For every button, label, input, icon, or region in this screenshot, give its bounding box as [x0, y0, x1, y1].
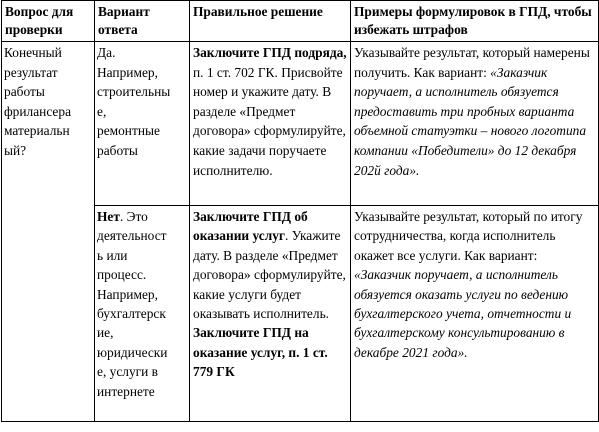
answer-no-cell: [95, 206, 190, 422]
answer-line: е,: [97, 103, 107, 119]
answer-line: . Это: [119, 209, 148, 224]
example-yes-cell: [351, 42, 599, 206]
answer-line: Например,: [97, 286, 158, 302]
header-solution: Правильное решение: [190, 1, 351, 42]
question-line: результат: [4, 64, 58, 80]
answer-line: ие,: [97, 325, 114, 341]
solution-no-text: . Укажите дату. В разделе «Предмет договора» сформулируйте, какие услуги будет оказывать исполнитель.: [193, 228, 346, 322]
answer-line: строительны: [97, 84, 171, 100]
answer-line: Например,: [97, 64, 158, 80]
answer-line: юридически: [97, 344, 168, 360]
question-line: фрилансера: [4, 103, 72, 119]
solution-no-bold: Заключите ГПД об оказании услуг: [193, 209, 308, 244]
answer-line: интернете: [97, 383, 155, 399]
answer-no-bold: Нет: [97, 209, 120, 224]
solution-no-cell: [190, 206, 351, 422]
answer-line: бухгалтерск: [97, 306, 166, 322]
question-line: материальн: [4, 123, 70, 139]
question-line: работы: [4, 84, 45, 100]
answer-yes-cell: [95, 42, 190, 206]
answer-no-first-line: [97, 207, 186, 226]
question-cell: [2, 42, 95, 422]
solution-yes-cell: [190, 42, 351, 206]
question-line: Конечный: [4, 45, 62, 60]
table-row-yes: [2, 42, 599, 206]
answer-line: е, услуги в: [97, 364, 158, 380]
header-row: [2, 1, 599, 42]
answer-line: процесс.: [97, 267, 147, 283]
solution-no-bold2: Заключите ГПД на оказание услуг, п. 1 ст. 779 ГК: [193, 325, 328, 380]
question-line: ый?: [4, 142, 27, 158]
answer-line: работы: [97, 142, 138, 158]
header-question: Вопрос для проверки: [2, 1, 95, 42]
example-no-intro: Указывайте результат, который по итогу сотрудничества, когда исполнитель окажет все услуги. Как вариант:: [354, 209, 583, 263]
example-yes-intro: Указывайте результат, который намерены получить. Как вариант:: [354, 45, 590, 80]
comparison-table: [1, 0, 599, 422]
answer-line: ремонтные: [97, 123, 160, 139]
answer-line: Да.: [97, 45, 116, 60]
solution-yes-bold: Заключите ГПД подряда,: [193, 45, 347, 60]
answer-line: ь или: [97, 247, 128, 263]
example-yes-quote: «Заказчик поручает, а исполнитель обязуется предоставить три пробных варианта объемной статуэтки – нового логотипа компании «Победители» до 12 декабря 202й года».: [354, 64, 587, 178]
header-examples: Примеры формулировок в ГПД, чтобы избежать штрафов: [351, 1, 599, 42]
example-no-quote: «Заказчик поручает, а исполнитель обязуется оказать услуги по ведению бухгалтерского учета, отчетности и бухгалтерскому консультированию в декабре 2021 года».: [354, 267, 572, 360]
answer-line: деятельност: [97, 228, 167, 244]
solution-yes-text: п. 1 ст. 702 ГК. Присвойте номер и укажите дату. В разделе «Предмет договора» сформулируйте, какие задачи поручаете исполнителю.: [193, 64, 346, 178]
example-no-cell: [351, 206, 599, 422]
header-answer: Вариант ответа: [95, 1, 190, 42]
